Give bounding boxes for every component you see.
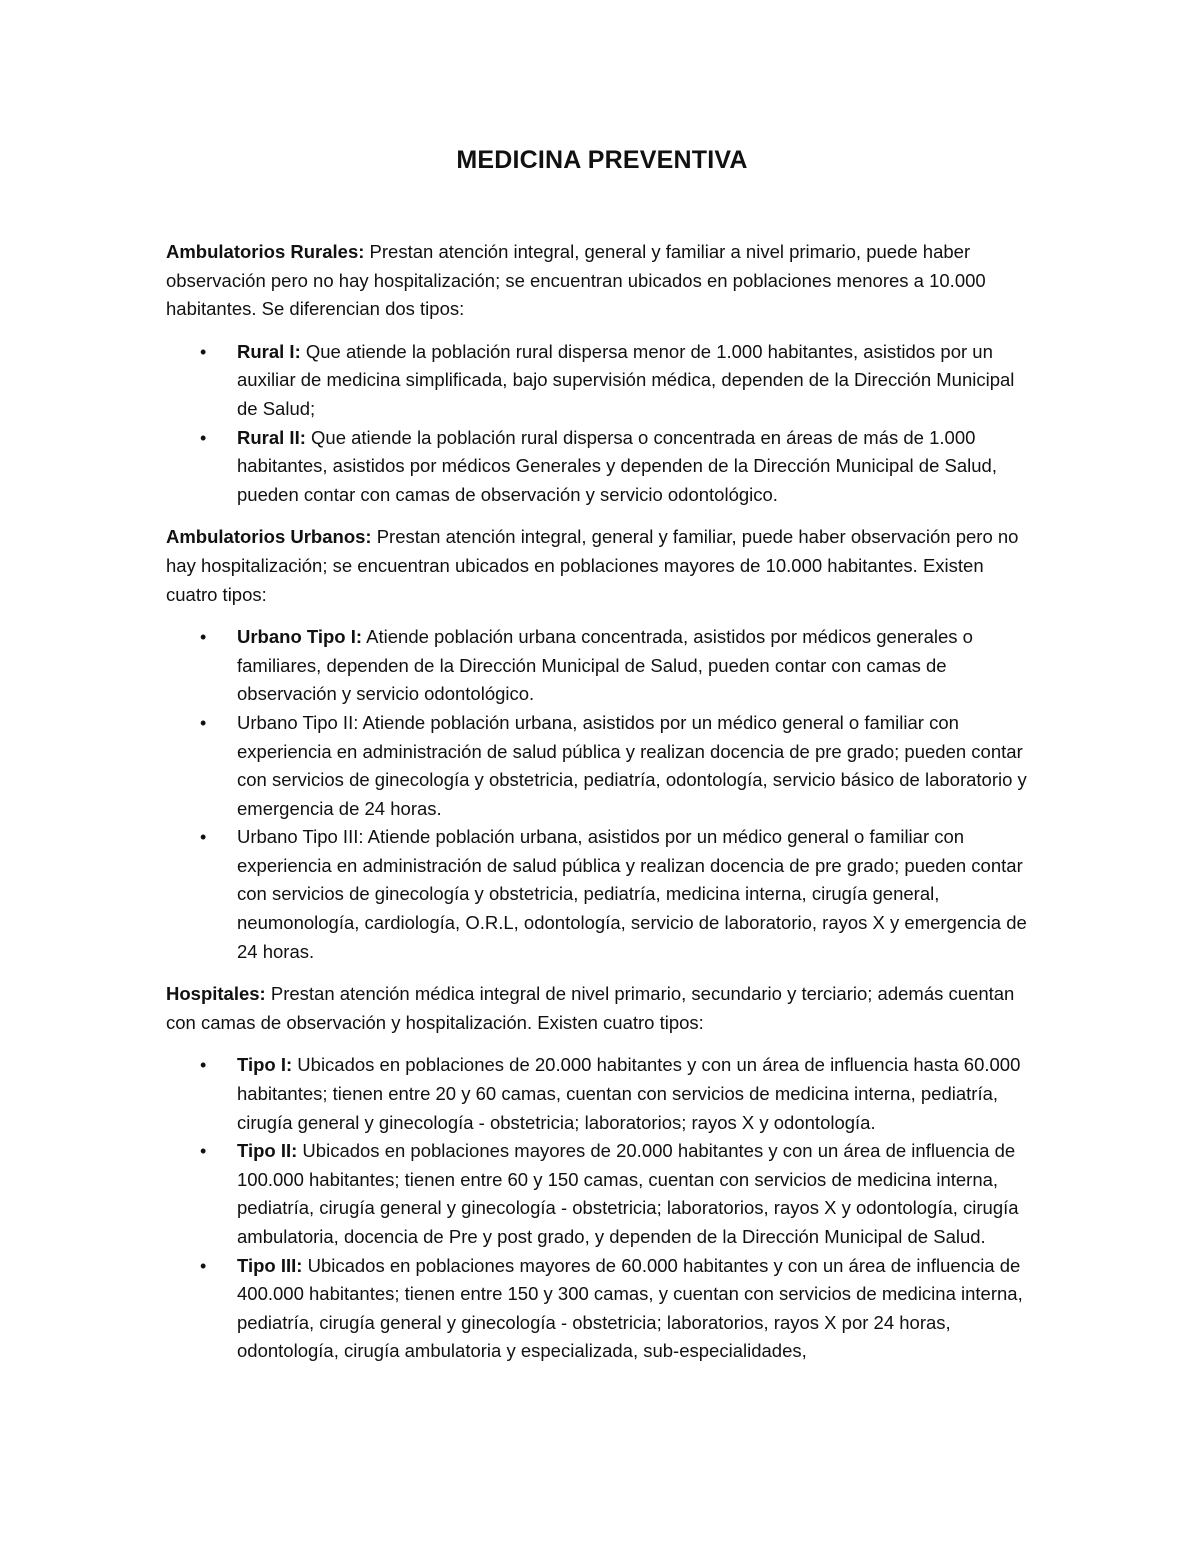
item-text: Ubicados en poblaciones de 20.000 habitantes y con un área de influencia hasta 60.000 habitantes; tienen entre 20 y 60 camas, cuentan con servicios de medicina interna, pediatría, cirugía general y ginecología - obstetricia; laboratorios; rayos X y odontología. [237, 1054, 1021, 1133]
item-label: Urbano Tipo III: [237, 826, 364, 848]
section-text: Prestan atención médica integral de nivel primario, secundario y terciario; además cuentan con camas de observación y hospitalización. Existen cuatro tipos: [166, 983, 1015, 1033]
item-text: Ubicados en poblaciones mayores de 60.000 habitantes y con un área de influencia de 400.000 habitantes; tienen entre 150 y 300 camas, y cuentan con servicios de medicina interna, pediatría, cirugía general y ginecología - obstetricia; laboratorios, rayos X por 24 horas, odontología, cirugía ambulatoria y especializada, sub-especialidades, [237, 1254, 1023, 1362]
document-content [166, 140, 1038, 1380]
bullet-icon: • [200, 827, 207, 848]
list-item [200, 1252, 1038, 1366]
document-title: MEDICINA PREVENTIVA [456, 146, 748, 174]
section-label: Ambulatorios Urbanos: [166, 526, 372, 548]
item-label: Urbano Tipo II: [237, 711, 359, 733]
section-ambulatorios-rurales [166, 238, 1038, 509]
list-item [200, 709, 1038, 823]
list-item [200, 424, 1038, 510]
item-text: Que atiende la población rural dispersa o concentrada en áreas de más de 1.000 habitantes, asistidos por médicos Generales y dependen de la Dirección Municipal de Salud, pueden contar con camas de observación y servicio odontológico. [237, 426, 997, 505]
item-label: Rural II: [237, 426, 306, 448]
bullet-icon: • [200, 427, 207, 448]
list-item [200, 1137, 1038, 1251]
section-intro [166, 980, 1038, 1037]
section-intro [166, 238, 1038, 324]
item-label: Tipo II: [237, 1140, 298, 1162]
bullet-icon: • [200, 712, 207, 733]
item-label: Tipo III: [237, 1254, 303, 1276]
bullet-icon: • [200, 1141, 207, 1162]
item-label: Urbano Tipo I: [237, 626, 363, 648]
bullet-icon: • [200, 341, 207, 362]
item-label: Tipo I: [237, 1054, 293, 1076]
section-list [166, 338, 1038, 510]
section-label: Hospitales: [166, 983, 266, 1005]
list-item [200, 823, 1038, 966]
section-text: Prestan atención integral, general y familiar a nivel primario, puede haber observación pero no hay hospitalización; se encuentran ubicados en poblaciones menores a 10.000 habitantes. Se diferencian dos tipos: [166, 241, 986, 320]
bullet-icon: • [200, 1255, 207, 1276]
item-text: Atiende población urbana, asistidos por un médico general o familiar con experiencia en administración de salud pública y realizan docencia de pre grado; pueden contar con servicios de ginecología y obstetricia, pediatría, odontología, servicio básico de laboratorio y emergencia de 24 horas. [237, 711, 1027, 819]
item-label: Rural I: [237, 340, 301, 362]
bullet-icon: • [200, 627, 207, 648]
section-list [166, 1051, 1038, 1366]
item-text: Ubicados en poblaciones mayores de 20.000 habitantes y con un área de influencia de 100.000 habitantes; tienen entre 60 y 150 camas, cuentan con servicios de medicina interna, pediatría, cirugía general y ginecología - obstetricia; laboratorios, rayos X y odontología, cirugía ambulatoria, docencia de Pre y post grado, y dependen de la Dirección Municipal de Salud. [237, 1140, 1019, 1247]
list-item [200, 1051, 1038, 1137]
section-hospitales [166, 980, 1038, 1366]
bullet-icon: • [200, 1055, 207, 1076]
section-text: Prestan atención integral, general y familiar, puede haber observación pero no hay hospitalización; se encuentran ubicados en poblaciones mayores de 10.000 habitantes. Existen cuatro tipos: [166, 526, 1019, 605]
list-item [200, 623, 1038, 709]
section-label: Ambulatorios Rurales: [166, 241, 365, 262]
list-item [200, 338, 1038, 424]
section-list [166, 623, 1038, 966]
section-ambulatorios-urbanos [166, 523, 1038, 966]
item-text: Que atiende la población rural dispersa menor de 1.000 habitantes, asistidos por un auxiliar de medicina simplificada, bajo supervisión médica, dependen de la Dirección Municipal de Salud; [237, 340, 1015, 419]
section-intro [166, 523, 1038, 609]
item-text: Atiende población urbana, asistidos por un médico general o familiar con experiencia en administración de salud pública y realizan docencia de pre grado; pueden contar con servicios de ginecología y obstetricia, pediatría, medicina interna, cirugía general, neumonología, cardiología, O.R.L, odontología, servicio de laboratorio, rayos X y emergencia de 24 horas. [237, 826, 1027, 962]
item-text: Atiende población urbana concentrada, asistidos por médicos generales o familiares, dependen de la Dirección Municipal de Salud, pueden contar con camas de observación y servicio odontológico. [237, 626, 973, 705]
